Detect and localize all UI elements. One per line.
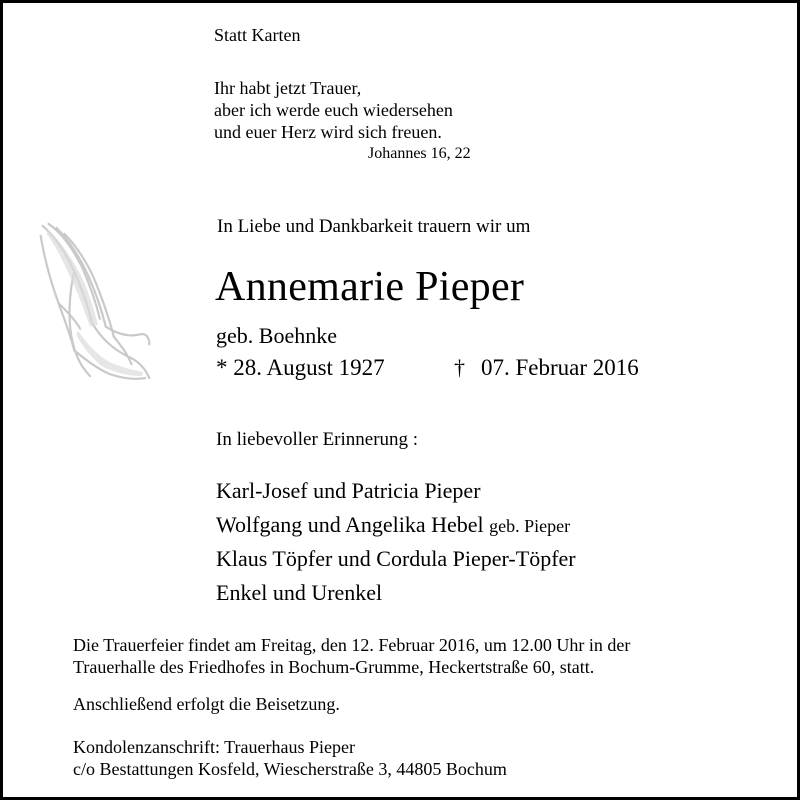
intro-line: In Liebe und Dankbarkeit trauern wir um [217, 216, 531, 237]
memory-line: In liebevoller Erinnerung : [216, 429, 419, 450]
mourner-suffix: geb. Pieper [489, 516, 571, 536]
death-date: 07. Februar 2016 [481, 355, 639, 380]
mourner-line: Karl-Josef und Patricia Pieper [216, 478, 481, 503]
mourner-name: Wolfgang und Angelika Hebel [216, 512, 484, 537]
verse-reference: Johannes 16, 22 [368, 145, 471, 162]
birth-date: * 28. August 1927 [216, 355, 385, 380]
verse-line-2: aber ich werde euch wiedersehen [214, 100, 453, 120]
mourner-line: Enkel und Urenkel [216, 580, 383, 605]
cross-icon: † [454, 355, 465, 380]
verse-line-1: Ihr habt jetzt Trauer, [214, 78, 362, 98]
header-label: Statt Karten [214, 25, 301, 45]
mourner-line: Klaus Töpfer und Cordula Pieper-Töpfer [216, 546, 576, 571]
mourner-line [216, 512, 570, 538]
condolence-line-2: c/o Bestattungen Kosfeld, Wiescherstraße 3, 44805 Bochum [73, 759, 507, 779]
maiden-name: geb. Boehnke [216, 323, 337, 348]
deceased-name: Annemarie Pieper [215, 264, 525, 310]
verse-line-3: und euer Herz wird sich freuen. [214, 122, 442, 142]
condolence-line-1: Kondolenzanschrift: Trauerhaus Pieper [73, 737, 355, 757]
burial-line: Anschließend erfolgt die Beisetzung. [73, 694, 340, 714]
ceremony-line-1: Die Trauerfeier findet am Freitag, den 12. Februar 2016, um 12.00 Uhr in der [73, 635, 631, 655]
praying-hands-icon [33, 220, 155, 383]
ceremony-line-2: Trauerhalle des Friedhofes in Bochum-Grumme, Heckertstraße 60, statt. [73, 657, 595, 677]
